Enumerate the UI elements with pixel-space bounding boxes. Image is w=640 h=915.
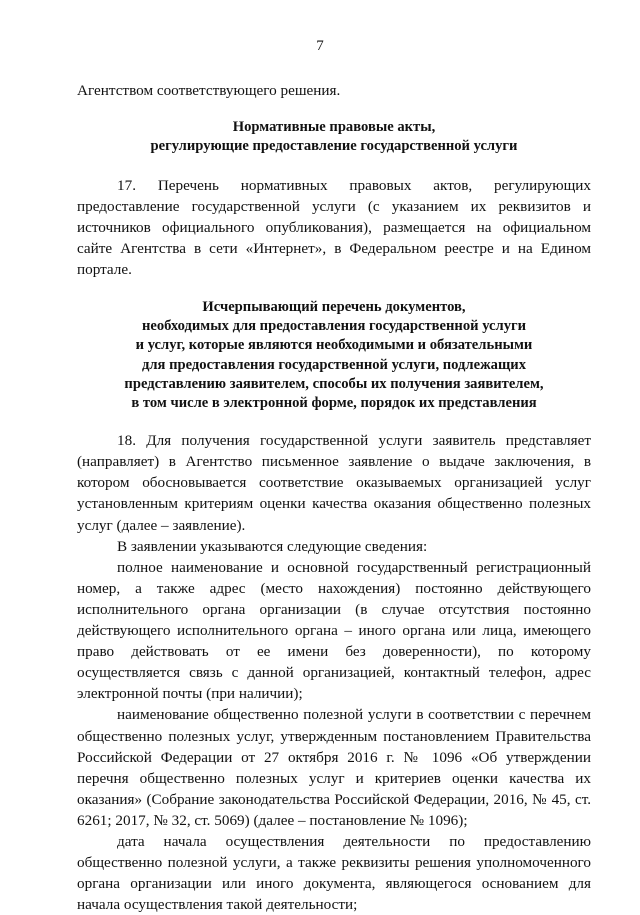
list-item-full-name: полное наименование и основной государственный регистрационный номер, а также адрес (место нахождения) постоянно действующего исполнительного органа организации (в случае отсутствия постоянно действующего исполнительного органа – иного органа или лица, имеющего право действовать от ее имени без доверенности), по которому осуществляется связь с данной организацией, контактный телефон, адрес электронной почты (при наличии); [77, 558, 591, 703]
list-item-service-name: наименование общественно полезной услуги в соответствии с перечнем общественно полезных услуг, утвержденным постановлением Правительства Российской Федерации от 27 октября 2016 г. № 1096 «Об утверждении перечня общественно полезных услуг и критериев оценки качества их оказания» (Собрание законодательства Российской Федерации, 2016, № 45, ст. 6261; 2017, № 32, ст. 5069) (далее – постановление № 1096); [77, 706, 591, 829]
section-heading-normative-acts-text: Нормативные правовые акты, регулирующие предоставление государственной услуги [150, 119, 518, 155]
section-heading-required-documents [77, 298, 591, 413]
section-heading-normative-acts [77, 118, 591, 156]
page-number: 7 [316, 38, 324, 54]
continuation-text: Агентством соответствующего решения. [77, 82, 341, 99]
section-heading-required-documents-text: Исчерпывающий перечень документов, необходимых для предоставления государственной услуги и услуг, которые являются необходимыми и обязательными для предоставления государственной услуги, подлежащих представлению заявителем, способы их получения заявителем, в том числе в электронной форме, порядок их представления [124, 298, 544, 411]
list-item-start-date: дата начала осуществления деятельности по предоставлению общественно полезной услуги, а также реквизиты решения уполномоченного органа организации или иного документа, являющегося основанием для начала осуществления такой деятельности; [77, 832, 591, 914]
document-body [77, 80, 591, 915]
paragraph-17: 17. Перечень нормативных правовых актов, регулирующих предоставление государственной услуги (с указанием их реквизитов и источников официального опубликования), размещается на официальном сайте Агентства в сети «Интернет», в Федеральном реестре и на Едином портале. [77, 176, 591, 278]
statement-intro: В заявлении указываются следующие сведения: [117, 537, 428, 555]
paragraph-18: 18. Для получения государственной услуги заявитель представляет (направляет) в Агентство письменное заявление о выдаче заключения, в котором обосновывается соответствие оказываемых организацией услуг установленным критериям оценки качества оказания общественно полезных услуг (далее – заявление). [77, 432, 591, 534]
